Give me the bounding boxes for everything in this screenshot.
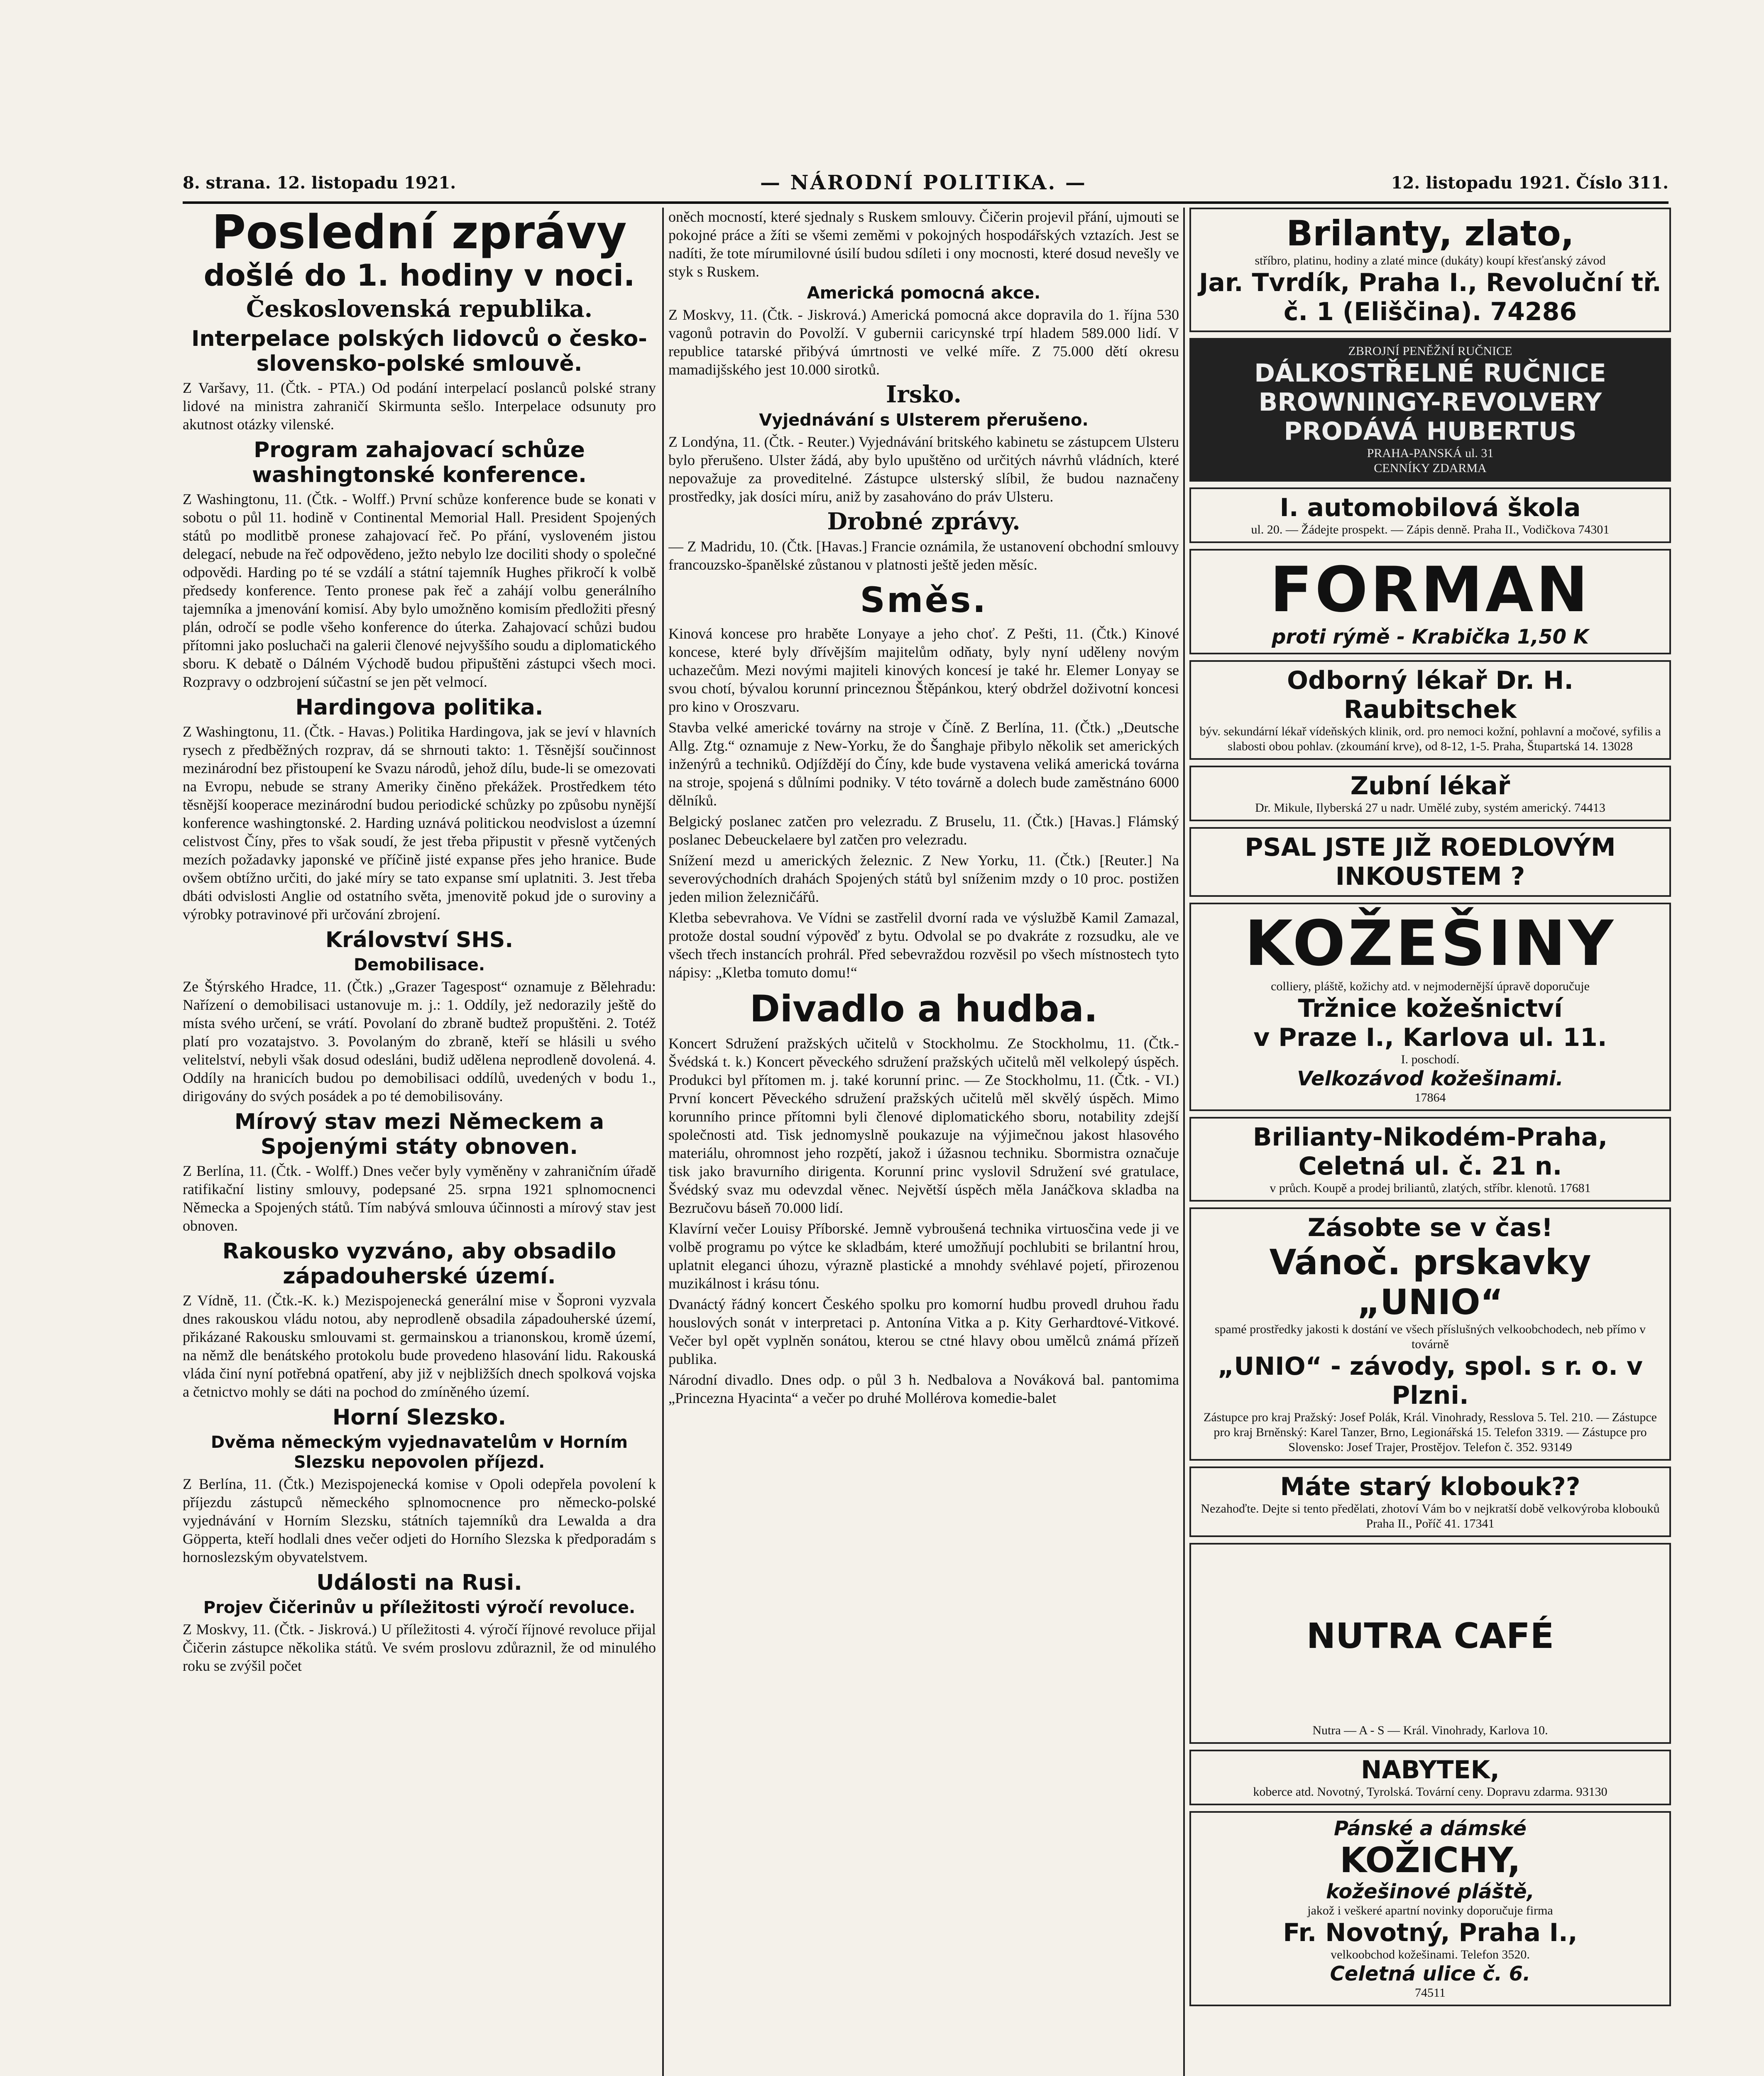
article-text: Snížení mezd u amerických železnic. Z New Yorku, 11. (Čtk.) [Reuter.] Na severovýchodních drahách Spojených států byl sníženim mzdy o 10 proc. postižen jeden milion železničářů. <box>668 852 1179 905</box>
header-rule <box>183 201 1669 204</box>
ad-line: PRODÁVÁ HUBERTUS <box>1284 417 1577 446</box>
article-title: Hardingova politika. <box>295 695 543 720</box>
ad-text: spamé prostředky jakosti k dostání ve všech příslušných velkoobchodech, neb přímo v továrně <box>1214 1322 1646 1351</box>
ad-text: býv. sekundární lékař vídeňských klinik, ord. pro nemoci kožní, pohlavní a močové, syfilis a slabosti obou pohlav. (zkoumání krve), od 8-12, 1-5. Praha, Štupartská 14. 13028 <box>1199 725 1661 753</box>
ad-title: Máte starý klobouk?? <box>1280 1472 1581 1501</box>
article-text: oněch mocností, které sjednaly s Ruskem smlouvy. Čičerin projevil přání, ujmouti se pokojné práce a žíti se všemi zeměmi v pokojných hospodářských vztazích. Jest se nadíti, že tote mírumilovné úsilí budou sdíleti i ony mocnosti, které dosud nevešly ve styk s Ruskem. <box>668 208 1179 280</box>
article-text: Z Moskvy, 11. (Čtk. - Jiskrová.) U příležitosti 4. výročí říjnové revoluce přijal Čičerin zástupce několika států. Ve svém proslovu zdůraznil, že od minulého roku se zvýšil počet <box>183 1621 656 1674</box>
ad-text: v průch. Koupě a prodej briliantů, zlatých, stříbr. klenotů. 17681 <box>1270 1181 1591 1195</box>
ad-lekar <box>1189 660 1671 760</box>
ad-text: Zástupce pro kraj Pražský: Josef Polák, Král. Vinohrady, Resslova 5. Tel. 210. — Zástupce pro kraj Brněnský: Karel Tanzer, Brno, Legionářská 15. Telefon 3319. — Zástupce pro Slovensko: Josef Trajer, Prostějov. Telefon č. 352. 93149 <box>1204 1410 1657 1454</box>
article-title: Americká pomocná akce. <box>807 284 1041 303</box>
ad-line: BROWNINGY-REVOLVERY <box>1258 388 1602 417</box>
article-title: Horní Slezsko. <box>332 1405 506 1430</box>
ad-name: Jar. Tvrdík, Praha I., Revoluční tř. č. 1 (Eliščina). 74286 <box>1199 268 1661 326</box>
ad-title: PSAL JSTE JIŽ ROEDLOVÝM INKOUSTEM ? <box>1245 833 1616 891</box>
ad-text: ul. 20. — Žádejte prospekt. — Zápis denně. Praha II., Vodičkova 74301 <box>1251 523 1610 536</box>
ad-title: Zubní lékař <box>1350 771 1510 801</box>
article-text: Z Vídně, 11. (Čtk.-K. k.) Mezispojenecká generální mise v Šoproni vyzvala dnes rakouskou vládu notou, aby neprodleně obsadila západouherské území, přikázané Rakousku smlouvami st. germainskou a trianonskou, kromě území, na němž dle benátského protokolu bude provedeno hlasování lidu. Rakouská vláda činí nyní potřebná opatření, aby již v nejbližších dnech spolková vojska a četnictvo mohly se dáti na pochod do zmíněného území. <box>183 1292 656 1400</box>
article-text: Z Washingtonu, 11. (Čtk. - Wolff.) První schůze konference bude se konati v sobotu o půl 11. hodině v Continental Memorial Hall. President Spojených států po modlitbě pronese zahajovací řeč. Po přání, vysloveném jistou delegací, nebude na řeč odpovědeno, ježto nebylo lze dociliti shody o společné odpovědi. Harding po té se vzdálí a státní tajemník Hughes přikročí k volbě předsedy konference. Tento pronese pak řeč a zahájí volbu generálního tajemníka a jmenování komisí. Aby bylo umožněno komisím předložiti přesný plán, odročí se podle všeho konference do úterka. Zahajovací schůzi budou přítomni jako posluchači na galerii členové nejvyššího soudu a diplomatického sboru. K debatě o Dálném Východě budou připuštěni zástupci všech moci. Rozpravy o odzbrojení súčastní se jen pět velmocí. <box>183 491 656 690</box>
section-title: Drobné zprávy. <box>827 508 1020 535</box>
running-header <box>183 168 1669 197</box>
article-text: Z Moskvy, 11. (Čtk. - Jiskrová.) Americká pomocná akce dopravila do 1. října 530 vagonů potravin do Povolží. V gubernii caricynské trpí hladem 589.000 lidí. V republice tatarské přibývá úmrtnosti ve velké míře. Z 75.000 dětí okresu mamadijšského jest 10.000 sirotků. <box>668 306 1179 378</box>
article-text: Z Washingtonu, 11. (Čtk. - Havas.) Politika Hardingova, jak se jeví v hlavních rysech z předběžných rozprav, dá se shrnouti takto: 1. Těsnější součinnost mezinárodní bez přistoupení ke Svazu národů, jehož dílu, bude-li se omezovati na Evropu, nebude se strany Ameriky činěno překážek. Prostředkem této těsnější kooperace mezinárodní budou periodické schůzky po způsobu nynější konference washingtonské. 2. Harding uznává politickou neodvislost a územní celistvost Číny, přes to však soudí, že jest třeba připustit v přesně vytčených mezích požadavky japonské ve příčině jisté expanse přes jeho hranice. Bude ovšem obtížno určiti, do jaké míry se tato expanse smí uplatniti. 3. Jest třeba dbáti odvislosti Anglie od ostatního světa, jmenovitě pokud jde o suroviny a výrobky potravinové při určování zbrojení. <box>183 723 656 923</box>
ad-title: FORMAN <box>1270 554 1591 626</box>
ad-nikodem <box>1189 1117 1671 1202</box>
article-text: Koncert Sdružení pražských učitelů v Stockholmu. Ze Stockholmu, 11. (Čtk.-Švédská t. k.) Koncert pěveckého sdružení pražských učitelů měl velkolepý úspěch. Produkci byl přítomen m. j. také korunní princ. — Ze Stockholmu, 11. (Čtk. - VI.) První koncert Pěveckého sdružení pražských učitelů měl skvělý úspěch. Mimo korunního prince přítomni byli členové diplomatického sboru, notability zdejší společnosti atd. Tisk jednomyslně poukazuje na výjimečnou jakost hlasového materiálu, ohromnost jeho rozpětí, jakož i úžasnou techniku. Sbormistra označuje tisk jako bravurního dirigenta. Korunní princ vyslovil Sdružení své gratulace, Švédský svaz mu odevzdal věnec. Největší úspěch měla Janáčkova skladba na Bezručovu báseň 70.000 lidí. <box>668 1035 1179 1216</box>
ad-line: DÁLKOSTŘELNÉ RUČNICE <box>1254 359 1606 388</box>
article-text: Z Berlína, 11. (Čtk. - Wolff.) Dnes večer byly vyměněny v zahraničním úřadě ratifikační listiny smlouvy, podepsané 25. srpna 1921 splnomocnenci Německa a Spojených států. Tím nabývá smlouva účinnosti a mírový stav jest obnoven. <box>183 1163 656 1234</box>
ad-text: stříbro, platinu, hodiny a zlaté mince (dukáty) koupí křesťanský závod <box>1255 254 1606 267</box>
ad-address: v Praze I., Karlova ul. 11. <box>1253 1023 1607 1052</box>
article-text: Z Varšavy, 11. (Čtk. - PTA.) Od podání interpelací poslanců polské strany lidové na ministra zahraničí Skirmunta sešlo. Interpelace odsunuty pro akutnost otázky vilenské. <box>183 379 656 433</box>
article-text: Kletba sebevrahova. Ve Vídni se zastřelil dvorní rada ve výslužbě Kamil Zamazal, protože dostal soudní výpověď z bytu. Odvolal se po dvakráte z rozsudku, ale ve všech třech instancích prohrál. Před sebevraždou rozvěsil po všech místnostech tyto nápisy: „Kletba tomuto domu!“ <box>668 909 1179 981</box>
section-title: Směs. <box>860 580 988 620</box>
ad-line: kožešinové pláště, <box>1326 1880 1534 1903</box>
article-text: Dvanáctý řádný koncert Českého spolku pro komorní hudbu provedl druhou řadu houslových sonát v interpretaci p. Antonína Vitka a p. Kity Gerhardtové-Vitkové. Večer byl opět vyplněn sonátou, kterou se ctné hlavy obou umělců známá přízeň publika. <box>668 1296 1179 1367</box>
article-text: Národní divadlo. Dnes odp. o půl 3 h. Nedbalova a Nováková bal. pantomima „Princezna Hyacinta“ a večer po druhé Mollérova komedie-balet <box>668 1371 1179 1406</box>
article-title: Události na Rusi. <box>316 1570 522 1595</box>
ad-line: Pánské a dámské <box>1334 1817 1527 1840</box>
ad-tagline: Velkozávod kožešinami. <box>1297 1067 1563 1090</box>
ad-title: Brilianty-Nikodém-Praha, Celetná ul. č. 21 n. <box>1253 1123 1608 1181</box>
column-2 <box>668 208 1179 2076</box>
ad-line: CENNÍKY ZDARMA <box>1374 461 1487 475</box>
ad-klobouk <box>1189 1466 1671 1537</box>
ad-number: 17864 <box>1414 1091 1446 1104</box>
section-subheadline: došlé do 1. hodiny v noci. <box>203 258 635 293</box>
article-title: Interpelace polských lidovců o česko-slovensko-polské smlouvě. <box>191 326 647 376</box>
section-title: Království SHS. <box>325 928 514 952</box>
article-subtitle: Projev Čičerinův u příležitosti výročí revoluce. <box>203 1598 636 1617</box>
ad-name: Tržnice kožešnictví <box>1298 994 1563 1023</box>
ad-hubertus <box>1189 338 1671 482</box>
ad-line: ZBROJNÍ PENĚŽNÍ RUČNICE <box>1348 344 1512 358</box>
header-left: 8. strana. 12. listopadu 1921. <box>183 173 456 193</box>
nutra-illustration: NUTRA CAFÉ <box>1306 1616 1554 1656</box>
ad-forman <box>1189 549 1671 654</box>
header-right: 12. listopadu 1921. Číslo 311. <box>1391 173 1669 193</box>
ad-nabytek <box>1189 1750 1671 1805</box>
article-text: — Z Madridu, 10. (Čtk. [Havas.] Francie oznámila, že ustanovení obchodní smlouvy francouzsko-španělské zůstanou v platnosti ještě jeden měsíc. <box>668 538 1179 573</box>
ad-kozichy <box>1189 1811 1671 2006</box>
ad-brilanty <box>1189 208 1671 332</box>
article-text: Stavba velké americké továrny na stroje v Číně. Z Berlína, 11. (Čtk.) „Deutsche Allg. Ztg.“ oznamuje z New-Yorku, že do Šanghaje přibylo několik set amerických inženýrů a techniků. Odjíždějí do Číny, kde bude vystavena veliká americká továrna na stroje, spojená s důlními podniky. V této továrně a dolech bude zaměstnáno 6000 dělníků. <box>668 719 1179 809</box>
ad-text: proti rýmě - Krabička 1,50 K <box>1272 625 1589 649</box>
ad-text: Dr. Mikule, Ilyberská 27 u nadr. Umělé zuby, systém americký. 74413 <box>1255 801 1605 815</box>
article-title: Vyjednávání s Ulsterem přerušeno. <box>759 411 1089 430</box>
ad-zubni-lekar <box>1189 766 1671 821</box>
ad-title: KOŽICHY, <box>1340 1840 1521 1880</box>
ad-title: Vánoč. prskavky <box>1269 1242 1591 1283</box>
column-divider <box>1183 208 1185 2076</box>
article-text: Belgický poslanec zatčen pro velezradu. Z Bruselu, 11. (Čtk.) [Havas.] Flámský poslanec Debeuckelaere byl zatčen pro velezradu. <box>668 813 1179 848</box>
ad-text: velkoobchod kožešinami. Telefon 3520. <box>1331 1948 1530 1961</box>
masthead: — NÁRODNÍ POLITIKA. — <box>760 171 1087 194</box>
section-title: Divadlo a hudba. <box>749 987 1098 1030</box>
ad-title: KOŽEŠINY <box>1244 908 1616 980</box>
article-title: Rakousko vyzváno, aby obsadilo západouherské území. <box>222 1239 617 1289</box>
ad-title: „UNIO“ <box>1357 1282 1503 1322</box>
article-title: Program zahajovací schůze washingtonské konference. <box>252 438 587 487</box>
column-divider <box>662 208 664 2076</box>
ad-unio <box>1189 1207 1671 1461</box>
ad-title: Brilanty, zlato, <box>1286 213 1574 254</box>
section-title: Československá republika. <box>246 295 593 323</box>
ad-number: 74511 <box>1415 1986 1446 2000</box>
ad-line: Zásobte se v čas! <box>1307 1213 1553 1242</box>
article-text: Kinová koncese pro hraběte Lonyaye a jeho choť. Z Pešti, 11. (Čtk.) Kinové koncese, které byly dřívějším majitelům odňaty, byly nyní uděleny novým uchazečům. Mezi novými majiteli kinových koncesí je také hr. Elemer Lonyay se svou chotí, bývalou korunní princeznou Štěpánkou, který obdržel doživotní koncesi pro kino v Oroszvaru. <box>668 625 1179 715</box>
article-text: Z Berlína, 11. (Čtk.) Mezispojenecká komise v Opoli odepřela povolení k příjezdu zástupců německého splnomocnence pro německo-polské vyjednávání v Horním Slezsku, státních tajemníků dra Lewalda a dra Göpperta, kteří hodlali dnes večer odjeti do Horního Slezska k předporadám s hornoslezským obyvatelstvem. <box>183 1476 656 1565</box>
ad-name: „UNIO“ - závody, spol. s r. o. v Plzni. <box>1217 1352 1643 1410</box>
ad-text: koberce atd. Novotný, Tyrolská. Tovární ceny. Dopravu zdarma. 93130 <box>1253 1785 1607 1799</box>
ad-text: Nutra — A - S — Král. Vinohrady, Karlova 10. <box>1312 1723 1548 1737</box>
article-text: Z Londýna, 11. (Čtk. - Reuter.) Vyjednávání britského kabinetu se zástupcem Ulsteru bylo přerušeno. Ulster žádá, aby bylo upuštěno od určitých návrhů vládních, které nepovažuje za proveditelné. Zástupce ulsterský slíbil, že budou naznačeny prostředky, jak dosíci míru, aniž by zasahováno do práv Ulsteru. <box>668 433 1179 505</box>
advertisements-column <box>1189 208 1671 2076</box>
ad-title: NABYTEK, <box>1361 1755 1500 1785</box>
ad-roedl <box>1189 827 1671 897</box>
ad-kozesiny <box>1189 903 1671 1111</box>
ad-title: I. automobilová škola <box>1280 493 1581 522</box>
ad-line: PRAHA-PANSKÁ ul. 31 <box>1367 446 1494 460</box>
article-title: Mírový stav mezi Německem a Spojenými státy obnoven. <box>234 1109 604 1159</box>
ad-text: jakož i veškeré apartní novinky doporučuje firma <box>1307 1904 1553 1917</box>
ad-nutra <box>1189 1543 1671 1744</box>
article-text: Klavírní večer Louisy Příborské. Jemně vybroušená technika virtuosčina vede ji ve volbě programu po výtce ke skladbám, které umožňují pochlubiti se brilantní hrou, uplatnit eleganci úhozu, výrazně plastické a mnohdy svéhlavé pojetí, přirozenou muzikálnost i krásu tónu. <box>668 1220 1179 1292</box>
ad-text: Nezahoďte. Dejte si tento předělati, zhotoví Vám bo v nejkratší době velkovýroba klobouků Praha II., Poříč 41. 17341 <box>1201 1502 1660 1530</box>
article-text: Ze Štýrského Hradce, 11. (Čtk.) „Grazer Tagespost“ oznamuje z Bělehradu: Nařízení o demobilisaci ustanovuje m. j.: 1. Oddíly, jež nedorazily ještě do místa svého určení, se vrátí. Povolaní do zbraně budtež propuštěni. 2. Totéž platí pro vozatajstvo. 3. Povolaným do zbraně, kteří se hlásili u svého velitelství, nebyli však dosud odesláni, budiž udělena neprodleně dovolená. 4. Oddíly na hranicích budou po demobilisaci oddílů, uvedených v bodu 1., dirigovány do svých posádek a po té demobilisovány. <box>183 978 656 1104</box>
ad-text: colliery, pláště, kožichy atd. v nejmodernější úpravě doporučuje <box>1271 979 1590 993</box>
ad-address: Celetná ulice č. 6. <box>1330 1962 1531 1985</box>
ad-title: Odborný lékař Dr. H. Raubitschek <box>1287 666 1574 724</box>
section-headline: Poslední zprávy <box>212 208 627 260</box>
ad-address: I. poschodí. <box>1401 1053 1460 1066</box>
article-subtitle: Dvěma německým vyjednavatelům v Horním Slezsku nepovolen příjezd. <box>210 1433 628 1472</box>
section-title: Irsko. <box>886 381 962 408</box>
ad-name: Fr. Novotný, Praha I., <box>1283 1918 1578 1947</box>
article-title: Demobilisace. <box>353 955 485 974</box>
column-1 <box>183 208 656 2076</box>
ad-autoskola <box>1189 487 1671 543</box>
